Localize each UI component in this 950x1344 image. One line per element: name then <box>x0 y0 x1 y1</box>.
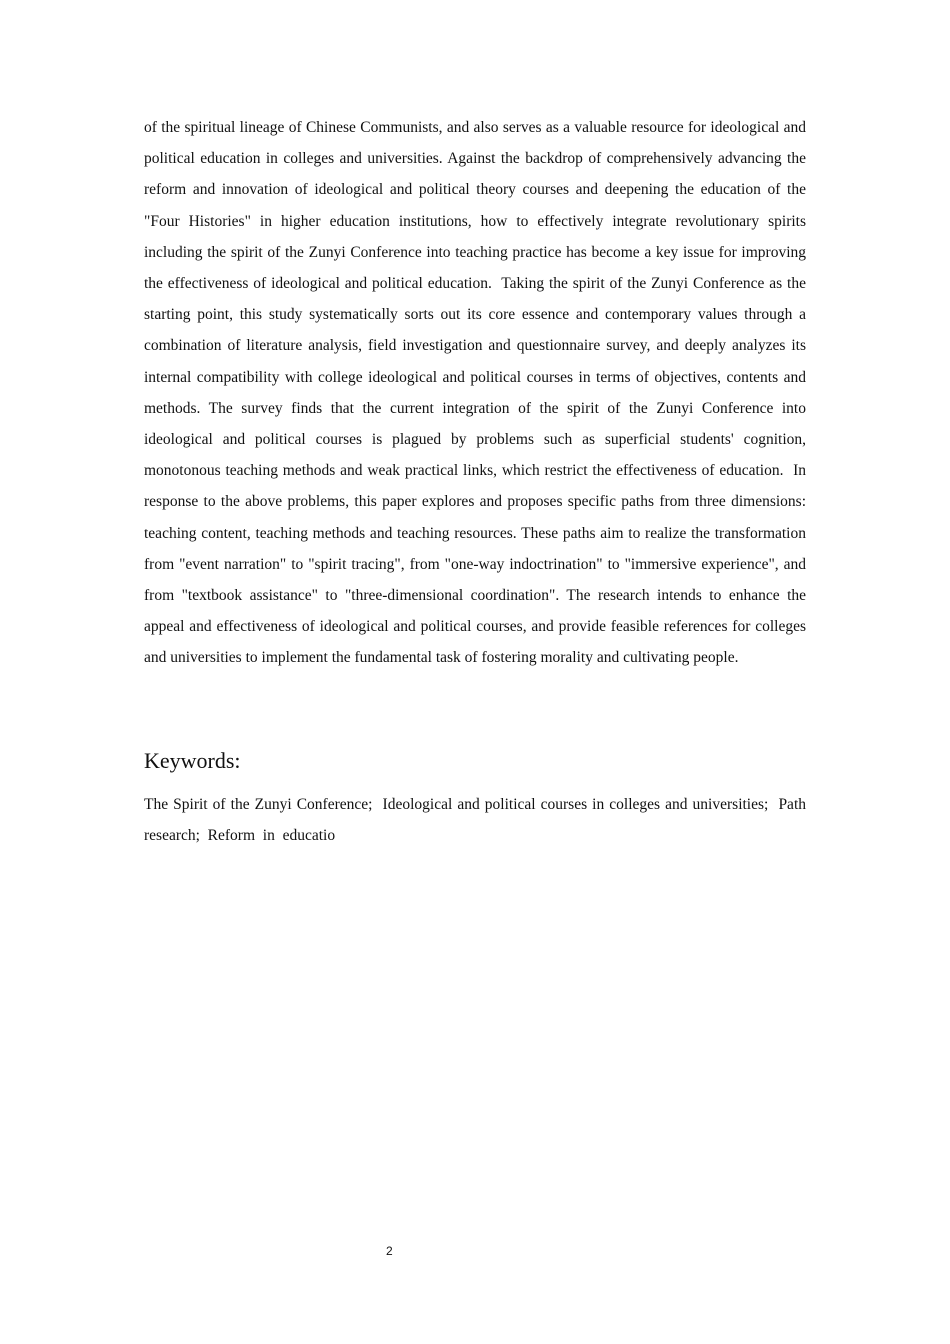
page-number: 2 <box>386 1244 393 1258</box>
abstract-body-text: of the spiritual lineage of Chinese Communists, and also serves as a valuable resource for ideological and political education in colleges and universities. Against the backdrop of comprehensively advancing the reform and innovation of ideological and political theory courses and deepening the education of the "Four Histories" in higher education institutions, how to effectively integrate revolutionary spirits including the spirit of the Zunyi Conference into teaching practice has become a key issue for improving the effectiveness of ideological and political education. Taking the spirit of the Zunyi Conference as the starting point, this study systematically sorts out its core essence and contemporary values through a combination of literature analysis, field investigation and questionnaire survey, and deeply analyzes its internal compatibility with college ideological and political courses in terms of objectives, contents and methods. The survey finds that the current integration of the spirit of the Zunyi Conference into ideological and political courses is plagued by problems such as superficial students' cognition, monotonous teaching methods and weak practical links, which restrict the effectiveness of education. In response to the above problems, this paper explores and proposes specific paths from three dimensions: teaching content, teaching methods and teaching resources. These paths aim to realize the transformation from "event narration" to "spirit tracing", from "one-way indoctrination" to "immersive experience", and from "textbook assistance" to "three-dimensional coordination". The research intends to enhance the appeal and effectiveness of ideological and political courses, and provide feasible references for colleges and universities to implement the fundamental task of fostering morality and cultivating people. <box>144 119 810 667</box>
keywords-list: The Spirit of the Zunyi Conference; Ideological and political courses in colleges and universities; Path research; Reform in educatio <box>144 796 810 845</box>
keywords-heading: Keywords: <box>144 748 241 773</box>
